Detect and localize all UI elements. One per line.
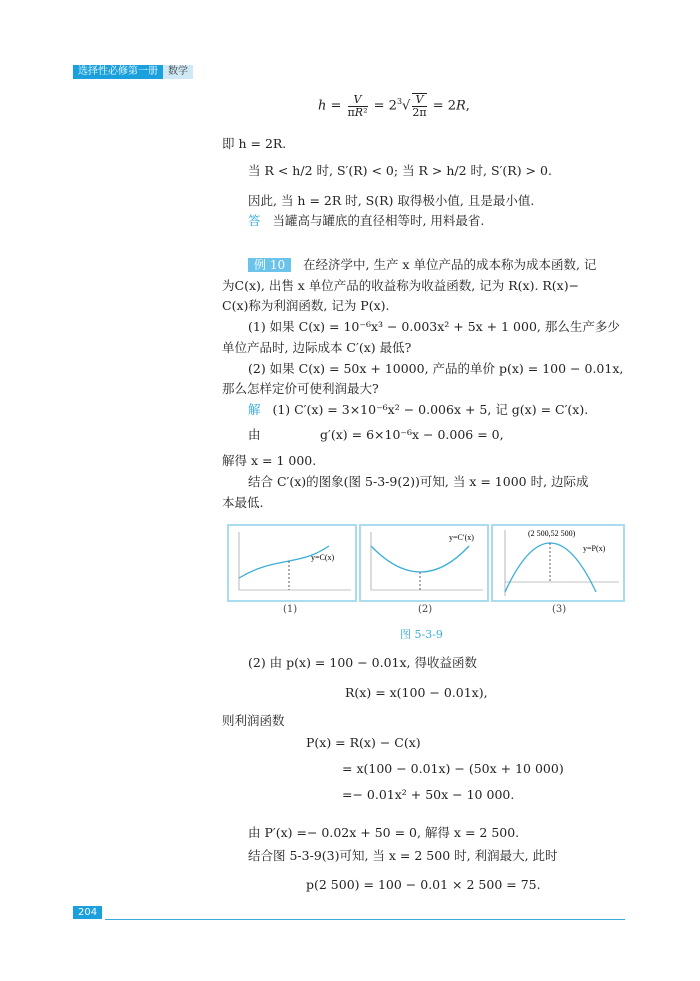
text-line: g′(x) = 6×10⁻⁶x − 0.006 = 0, <box>320 427 504 442</box>
caption-1: (1) <box>283 604 298 615</box>
svg-text:y=P(x): y=P(x) <box>583 544 606 553</box>
text-line: 由 P′(x) =− 0.02x + 50 = 0, 解得 x = 2 500. <box>248 825 520 840</box>
text-line: (2) 由 p(x) = 100 − 0.01x, 得收益函数 <box>248 655 477 670</box>
text-line: 为C(x), 出售 x 单位产品的收益称为收益函数, 记为 R(x). R(x)− <box>222 278 580 293</box>
chart-cost <box>227 524 357 602</box>
text-line: (1) 如果 C(x) = 10⁻⁶x³ − 0.003x² + 5x + 1 000, 那么生产多少 <box>248 319 620 334</box>
text-line: 即 h = 2R. <box>222 136 287 151</box>
example-title-line <box>248 256 596 274</box>
text-line: 由 <box>248 427 261 442</box>
subject-label: 数学 <box>163 65 193 79</box>
text-line: 结合图 5-3-9(3)可知, 当 x = 2 500 时, 利润最大, 此时 <box>248 848 558 863</box>
solution-label: 解 <box>248 402 261 417</box>
caption-2: (2) <box>418 604 433 615</box>
page-number: 204 <box>73 906 102 919</box>
chart-marginal-cost <box>359 524 489 602</box>
svg-text:y=C′(x): y=C′(x) <box>449 533 474 542</box>
answer-text: 当罐高与罐底的直径相等时, 用料最省. <box>272 213 485 228</box>
footer-rule <box>105 919 625 920</box>
text-line: 解得 x = 1 000. <box>222 453 317 468</box>
chart-profit <box>491 524 625 602</box>
marginal-cost-curve <box>361 526 487 600</box>
text-line: 那么怎样定价可使利润最大? <box>222 381 379 396</box>
text-line: 本最低. <box>222 495 264 510</box>
text-line: (1) C′(x) = 3×10⁻⁶x² − 0.006x + 5, 记 g(x) = C′(x). <box>272 402 589 417</box>
text-line: 因此, 当 h = 2R 时, S(R) 取得极小值, 且是最小值. <box>248 193 535 208</box>
example-tag: 例 10 <box>248 258 291 272</box>
text-line: 结合 C′(x)的图象(图 5-3-9(2))可知, 当 x = 1000 时, 边际成 <box>248 474 589 489</box>
text-line: (2) 如果 C(x) = 50x + 10000, 产品的单价 p(x) = 100 − 0.01x, <box>248 361 624 376</box>
text-line: 则利润函数 <box>222 713 285 728</box>
answer-label: 答 <box>248 213 261 228</box>
equation-line: = x(100 − 0.01x) − (50x + 10 000) <box>342 761 564 776</box>
text-line: 在经济学中, 生产 x 单位产品的成本称为成本函数, 记 <box>303 257 597 272</box>
equation-line: p(2 500) = 100 − 0.01 × 2 500 = 75. <box>306 877 541 892</box>
text-line: 单位产品时, 边际成本 C′(x) 最低? <box>222 340 412 355</box>
solution-line <box>248 401 588 419</box>
svg-text:y=C(x): y=C(x) <box>311 553 335 562</box>
equation-line: P(x) = R(x) − C(x) <box>306 735 421 750</box>
equation-line: =− 0.01x² + 50x − 10 000. <box>342 787 515 802</box>
caption-3: (3) <box>552 604 567 615</box>
equation-line: R(x) = x(100 − 0.01x), <box>345 685 488 700</box>
profit-curve <box>493 526 623 600</box>
running-header <box>73 65 193 79</box>
equation-h: h = $\frac{V}{\text{πR²}}$ = $2^3√$ $\frac{V}{2\pi}$ = 2R, <box>318 92 470 119</box>
cost-curve <box>229 526 355 600</box>
figure-title: 图 5-3-9 <box>400 628 443 641</box>
book-label: 选择性必修第一册 <box>73 65 163 79</box>
text-line: 当 R < h/2 时, S′(R) < 0; 当 R > h/2 时, S′(R) > 0. <box>248 163 552 178</box>
answer-line <box>248 212 484 230</box>
svg-text:(2 500,52 500): (2 500,52 500) <box>528 529 576 538</box>
text-line: C(x)称为利润函数, 记为 P(x). <box>222 298 390 313</box>
